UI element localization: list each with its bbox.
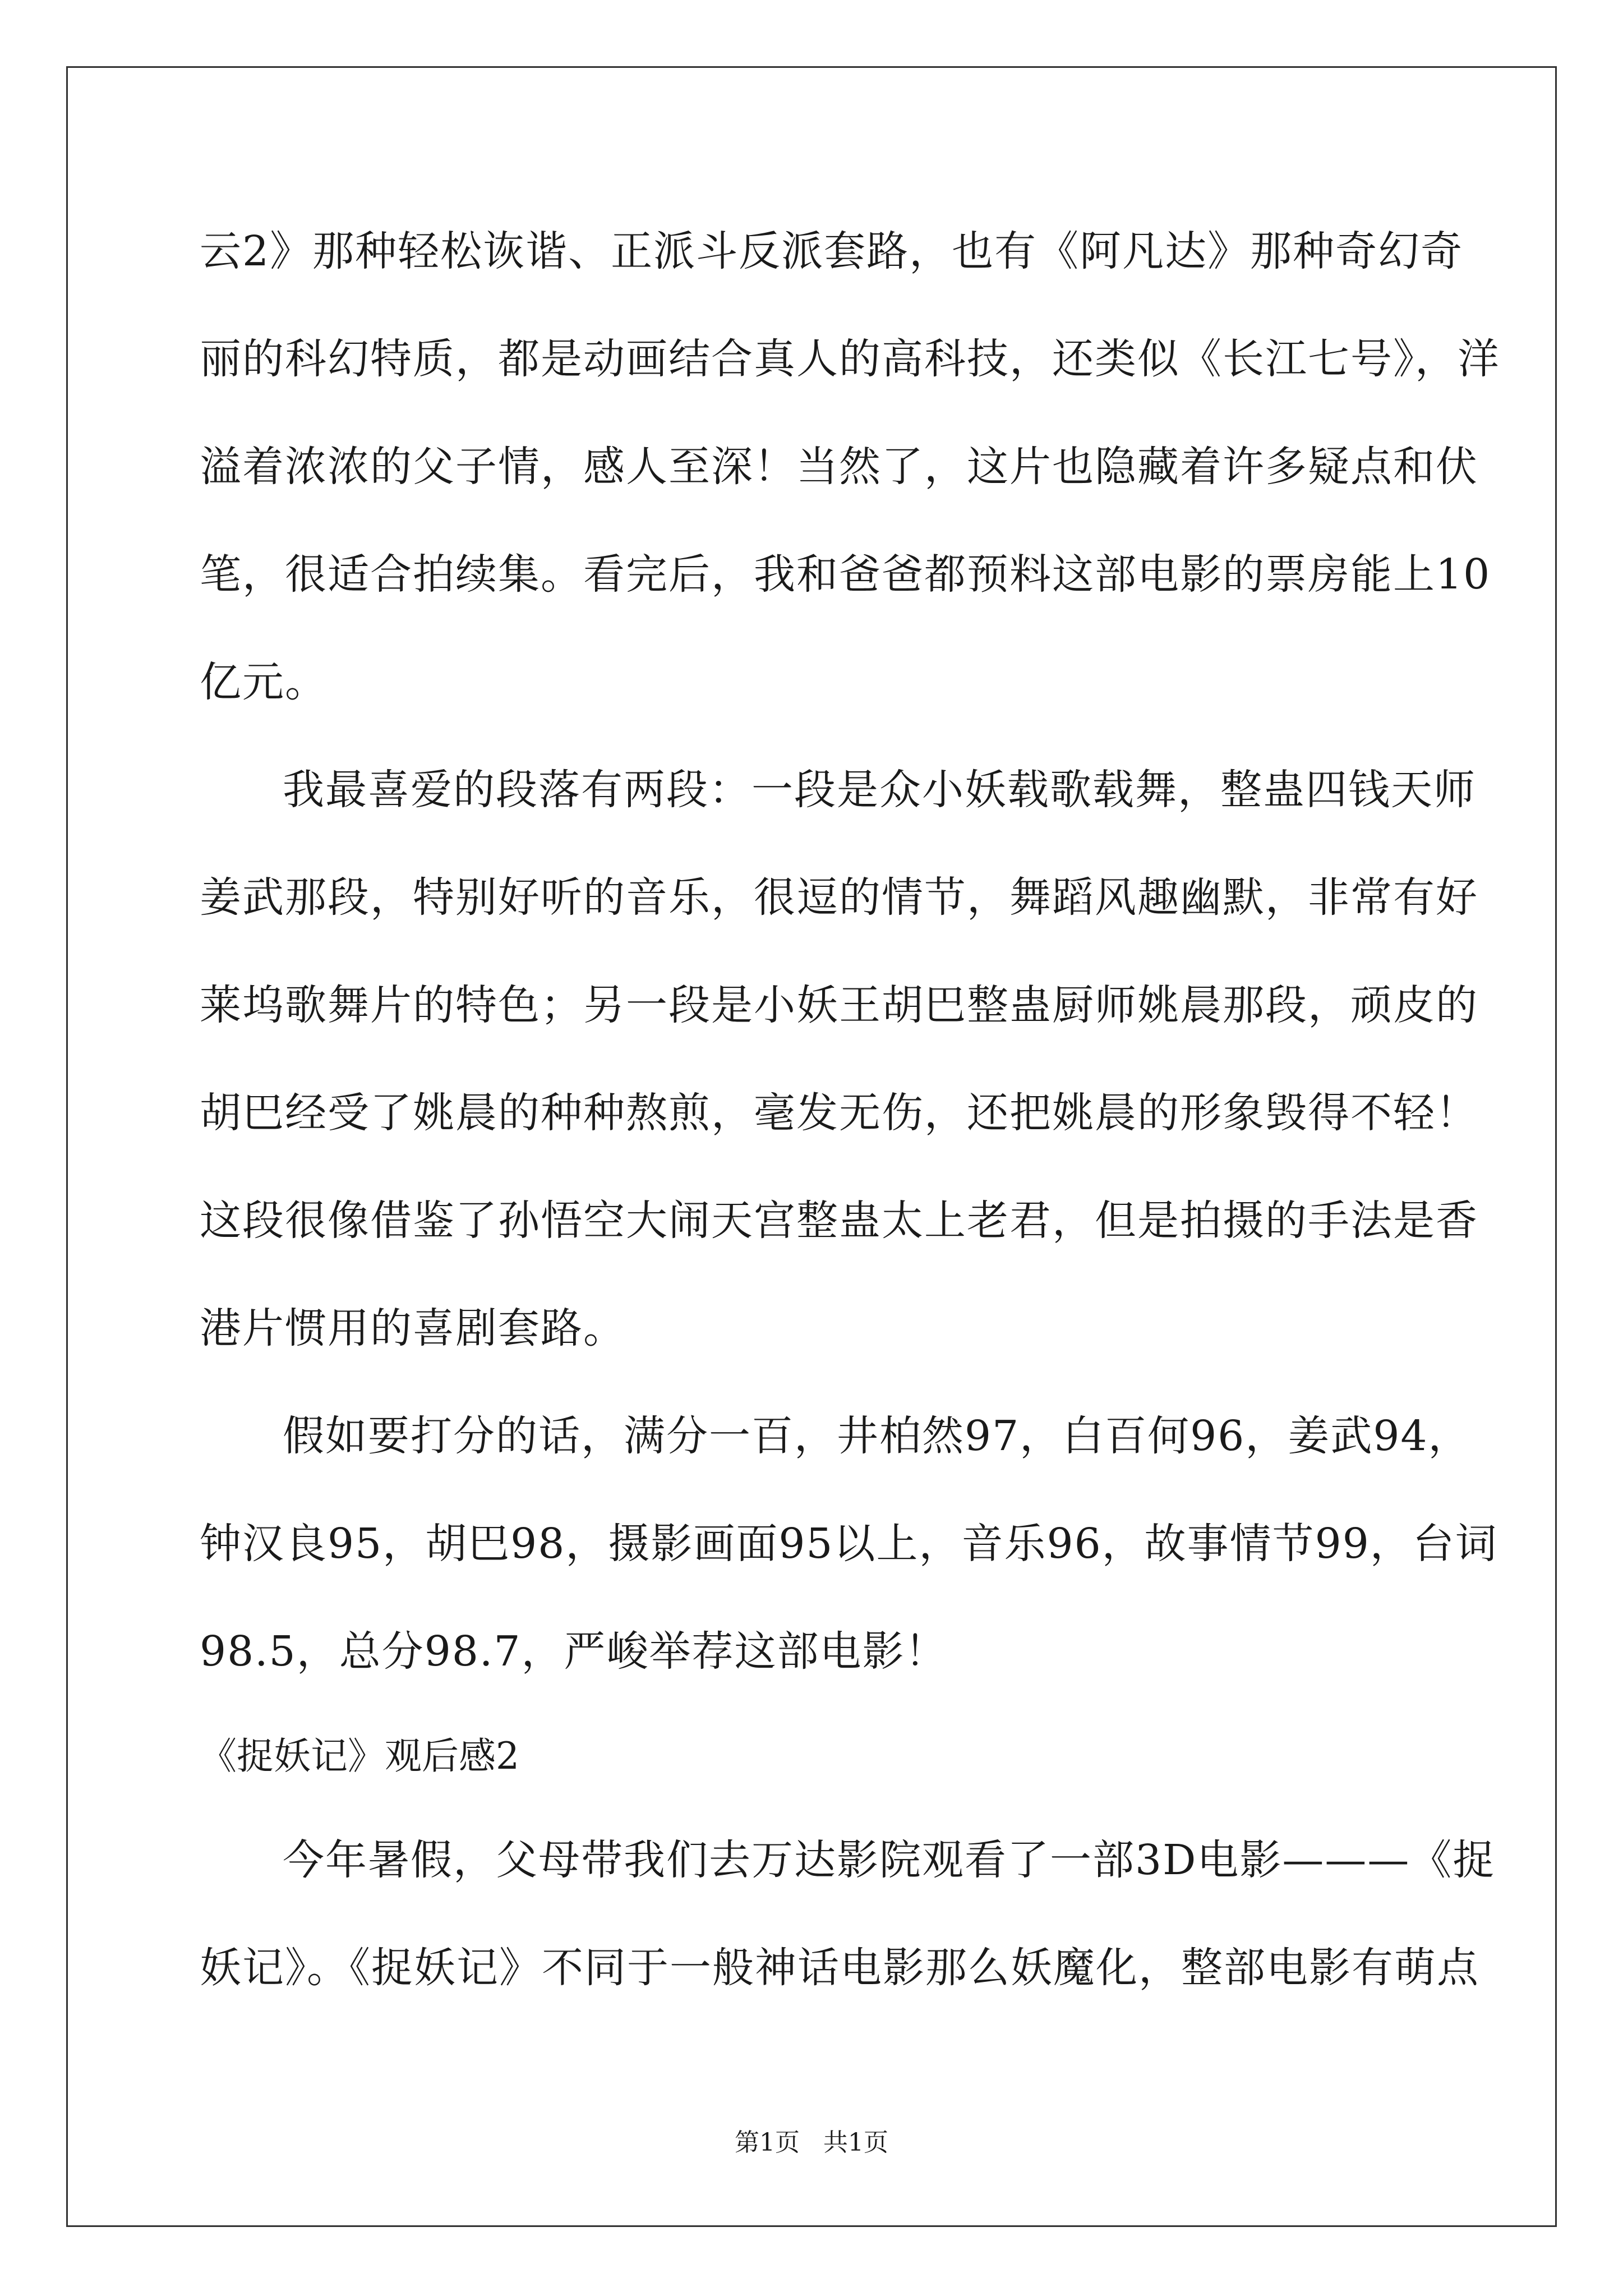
text-line: 假如要打分的话，满分一百，井柏然97，白百何96，姜武94， xyxy=(283,1412,1471,1460)
text-line: 我最喜爱的段落有两段：一段是众小妖载歌载舞，整蛊四钱天师 xyxy=(283,766,1476,814)
text-line: 这段很像借鉴了孙悟空大闹天宫整蛊太上老君，但是拍摄的手法是香 xyxy=(200,1197,1478,1245)
paragraph-2 xyxy=(200,756,1478,1402)
text-line: 港片惯用的喜剧套路。 xyxy=(200,1304,626,1352)
text-line: 云2》那种轻松诙谐、正派斗反派套路，也有《阿凡达》那种奇幻奇 xyxy=(200,227,1464,275)
text-line: 亿元。 xyxy=(200,658,328,706)
document-body xyxy=(200,218,1500,2042)
paragraph-3 xyxy=(200,1402,1498,1726)
text-line: 莱坞歌舞片的特色；另一段是小妖王胡巴整蛊厨师姚晨那段，顽皮的 xyxy=(200,981,1478,1029)
text-line: 钟汉良95，胡巴98，摄影画面95以上，音乐96，故事情节99，台词 xyxy=(200,1520,1498,1568)
paragraph-1 xyxy=(200,218,1500,756)
page-number: 第1页 xyxy=(735,2128,800,2157)
text-line: 胡巴经受了姚晨的种种熬煎，毫发无伤，还把姚晨的形象毁得不轻！ xyxy=(200,1089,1478,1137)
text-line: 溢着浓浓的父子情，感人至深！当然了，这片也隐藏着许多疑点和伏 xyxy=(200,443,1478,491)
text-line: 姜武那段，特别好听的音乐，很逗的情节，舞蹈风趣幽默，非常有好 xyxy=(200,873,1478,922)
section-heading: 《捉妖记》观后感2 xyxy=(200,1734,519,1778)
text-line: 妖记》。《捉妖记》不同于一般神话电影那么妖魔化，整部电影有萌点 xyxy=(200,1944,1479,1992)
text-line: 笔，很适合拍续集。看完后，我和爸爸都预料这部电影的票房能上10 xyxy=(200,550,1491,599)
text-line: 丽的科幻特质，都是动画结合真人的高科技，还类似《长江七号》，洋 xyxy=(200,335,1500,383)
text-line: 今年暑假，父母带我们去万达影院观看了一部3D电影———《捉 xyxy=(283,1836,1496,1884)
text-line: 98.5，总分98.7，严峻举荐这部电影！ xyxy=(200,1627,948,1676)
page-total: 共1页 xyxy=(823,2128,888,2157)
paragraph-4 xyxy=(200,1826,1496,2042)
page-footer xyxy=(0,2126,1623,2160)
